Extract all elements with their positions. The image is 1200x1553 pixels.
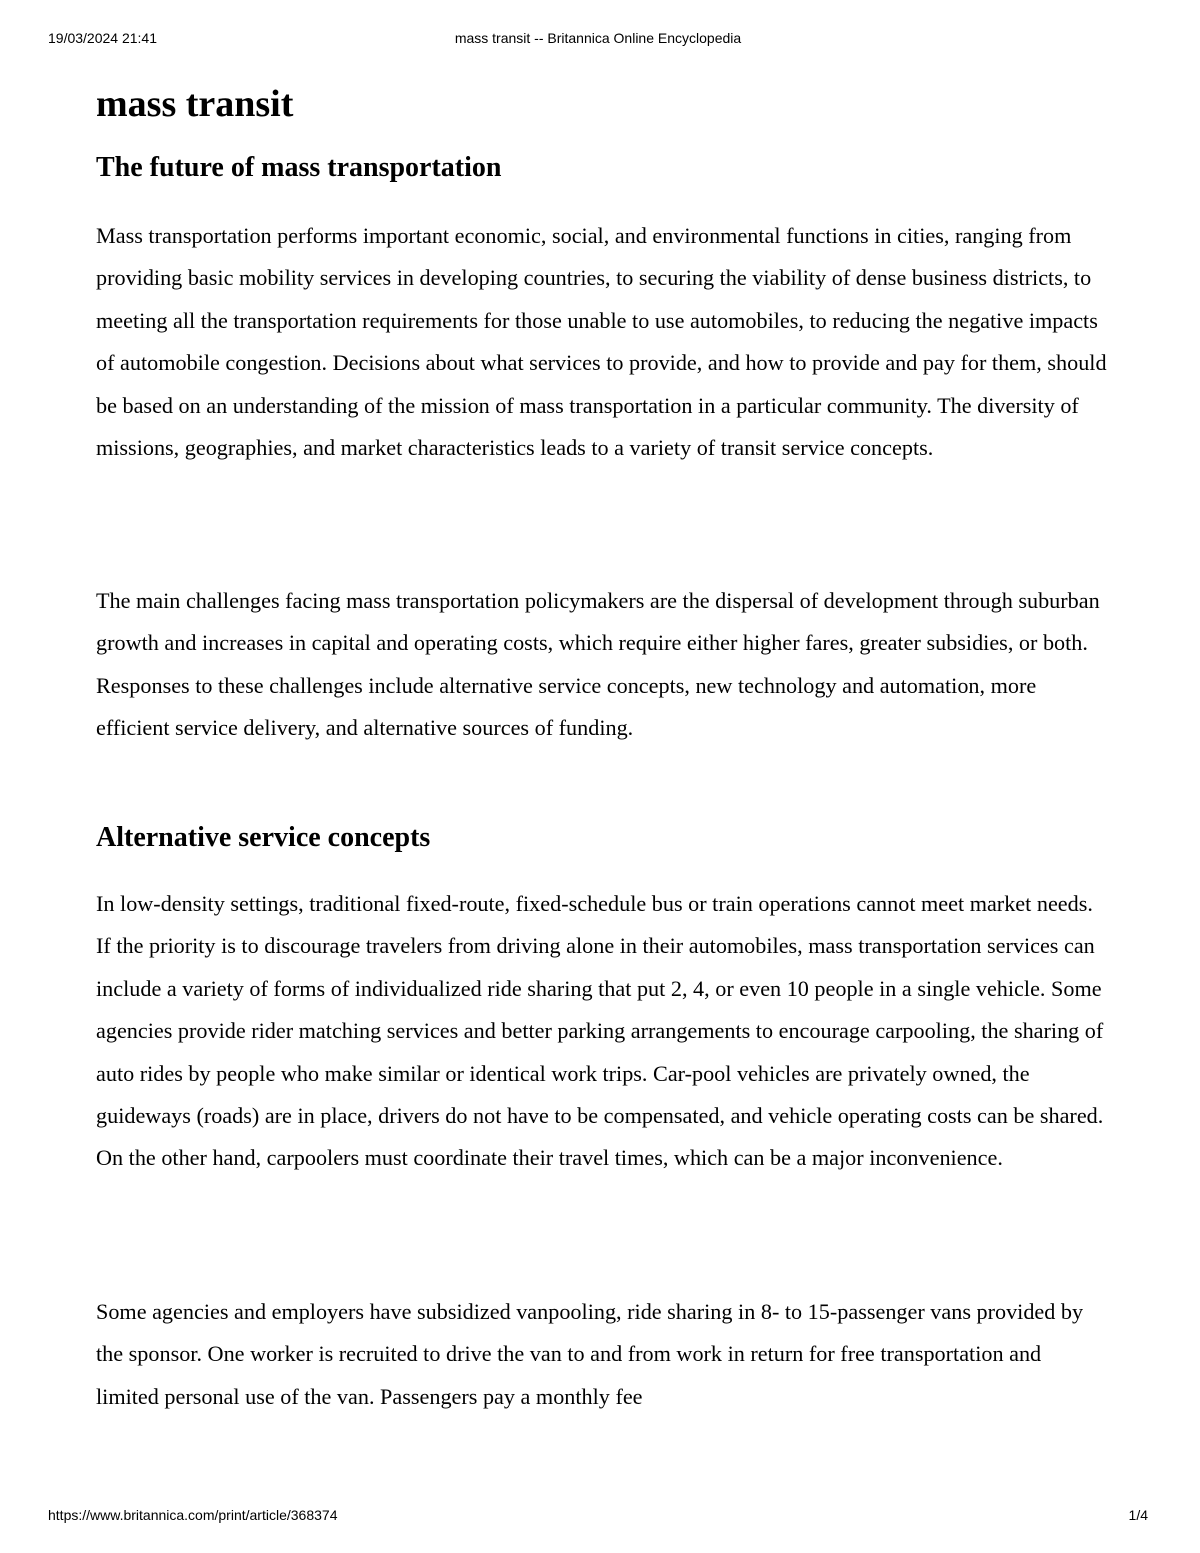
print-header [48,29,1148,47]
section-heading-future: The future of mass transportation [96,152,502,183]
article-title: mass transit [96,83,294,125]
print-url: https://www.britannica.com/print/article/368374 [48,1507,338,1523]
page-number: 1/4 [1128,1507,1148,1523]
article [96,80,1108,1409]
print-footer [48,1506,1148,1524]
section-heading-alternative-service: Alternative service concepts [96,822,431,853]
paragraph: Some agencies and employers have subsidized vanpooling, ride sharing in 8- to 15-passenger vans provided by the sponsor. One worker is recruited to drive the van to and from work in return for free transportation and limited personal use of the van. Passengers pay a monthly fee [96,1299,1084,1409]
paragraph: The main challenges facing mass transportation policymakers are the dispersal of development through suburban growth and increases in capital and operating costs, which require either higher fares, greater subsidies, or both. Responses to these challenges include alternative service concepts, new technology and automation, more efficient service delivery, and alternative sources of funding. [96,588,1100,741]
paragraph: Mass transportation performs important economic, social, and environmental functions in cities, ranging from providing basic mobility services in developing countries, to securing the viability of dense business districts, to meeting all the transportation requirements for those unable to use automobiles, to reducing the negative impacts of automobile congestion. Decisions about what services to provide, and how to provide and pay for them, should be based on an understanding of the mission of mass transportation in a particular community. The diversity of missions, geographies, and market characteristics leads to a variety of transit service concepts. [96,223,1107,461]
print-datetime: 19/03/2024 21:41 [48,30,157,46]
paragraph: In low-density settings, traditional fixed-route, fixed-schedule bus or train operations cannot meet market needs. If the priority is to discourage travelers from driving alone in their automobiles, mass transportation services can include a variety of forms of individualized ride sharing that put 2, 4, or even 10 people in a single vehicle. Some agencies provide rider matching services and better parking arrangements to encourage carpooling, the sharing of auto rides by people who make similar or identical work trips. Car-pool vehicles are privately owned, the guideways (roads) are in place, drivers do not have to be compensated, and vehicle operating costs can be shared. On the other hand, carpoolers must coordinate their travel times, which can be a major inconvenience. [96,891,1104,1171]
print-document-title: mass transit -- Britannica Online Encyclopedia [454,30,742,46]
